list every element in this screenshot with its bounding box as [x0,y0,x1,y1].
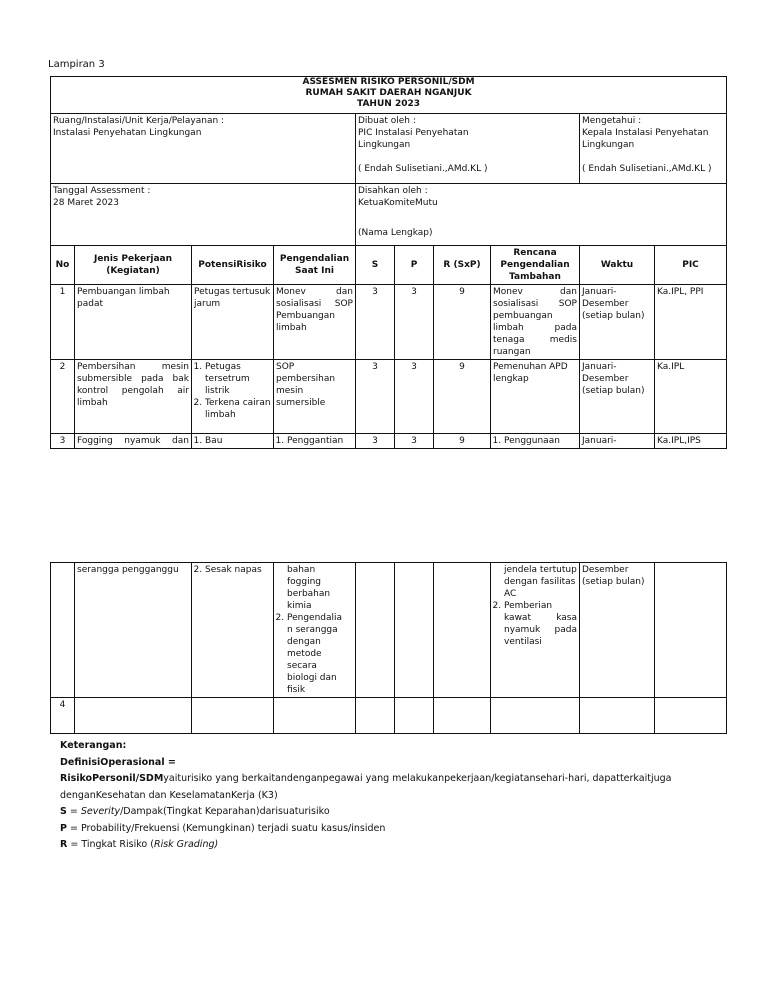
definition-text: RisikoPersonil/SDMyaiturisiko yang berkaitandenganpegawai yang melakukanpekerjaan/kegiatansehari-hari, dapatterkaitjuga [60,773,672,784]
header-jenis: Jenis Pekerjaan (Kegiatan) [75,246,192,285]
document-title: ASSESMEN RISIKO PERSONIL/SDM RUMAH SAKIT DAERAH NGANJUK TAHUN 2023 [51,77,727,114]
risk-assessment-table-continued [50,562,727,734]
assessment-date-cell: Tanggal Assessment : 28 Maret 2023 [51,184,356,246]
header-rencana: Rencana Pengendalian Tambahan [491,246,580,285]
attachment-label: Lampiran 3 [48,59,105,70]
header-waktu: Waktu [580,246,655,285]
header-pic: PIC [655,246,727,285]
table-row: 4 [51,698,727,734]
table-header-row [51,246,727,285]
table-row: 2 Pembersihan mesin submersible pada bak kontrol pengolah air limbah 1. Petugas tersetrum listrik 2. Terkena cairan limbah SOP pembersihan mesin sumersible 3 3 9 Pemenuhan APD lengkap Januari-Desember (setiap bulan) Ka.IPL [51,360,727,434]
table-row: serangga pengganggu 2. Sesak napas bahan fogging berbahan kimia 2. Pengendalian serangga dengan metode secara biologi dan fisik jendela tertutup dengan fasilitas AC 2. Pemberian kawat kasa nyamuk pada ventilasi Desember (setiap bulan) [51,563,727,698]
header-s: S [356,246,395,285]
unit-cell: Ruang/Instalasi/Unit Kerja/Pelayanan : Instalasi Penyehatan Lingkungan [51,114,356,184]
header-potensi: PotensiRisiko [192,246,274,285]
notes-section: Keterangan: DefinisiOperasional = RisikoPersonil/SDMyaiturisiko yang berkaitandenganpegawai yang melakukanpekerjaan/kegiatansehari-hari, dapatterkaitjuga denganKesehatan dan KeselamatanKerja (K3) S = Severity/Dampak(Tingkat Keparahan)darisuaturisiko P = Probability/Frekuensi (Kemungkinan) terjadi suatu kasus/insiden R = Tingkat Risiko (Risk Grading) [60,738,740,854]
acknowledged-by-cell: Mengetahui : Kepala Instalasi Penyehatan Lingkungan ( Endah Sulisetiani.,AMd.KL ) [580,114,727,184]
table-row: 3 Fogging nyamuk dan 1. Bau 1. Penggantian 3 3 9 1. Penggunaan Januari- Ka.IPL,IPS [51,434,727,449]
approved-by-cell: Disahkan oleh : KetuaKomiteMutu (Nama Lengkap) [356,184,727,246]
header-pengendalian: Pengendalian Saat Ini [274,246,356,285]
notes-heading: Keterangan: [60,740,127,751]
risk-assessment-table [50,76,727,449]
header-p: P [395,246,434,285]
definition-label: DefinisiOperasional = [60,756,176,768]
header-r: R (SxP) [434,246,491,285]
risk-definition: R = Tingkat Risiko (Risk Grading) [60,839,219,850]
probability-definition: P = Probability/Frekuensi (Kemungkinan) terjadi suatu kasus/insiden [60,822,386,834]
table-row: 1 Pembuangan limbah padat Petugas tertusuk jarum Monev dan sosialisasi SOP Pembuangan limbah 3 3 9 Monev dan sosialisasi SOP pembuangan limbah pada tenaga medis ruangan Januari-Desember (setiap bulan) Ka.IPL, PPI [51,285,727,360]
header-no: No [51,246,75,285]
severity-definition: S = Severity/Dampak(Tingkat Keparahan)darisuaturisiko [60,806,330,817]
prepared-by-cell: Dibuat oleh : PIC Instalasi Penyehatan Lingkungan ( Endah Sulisetiani.,AMd.KL ) [356,114,580,184]
